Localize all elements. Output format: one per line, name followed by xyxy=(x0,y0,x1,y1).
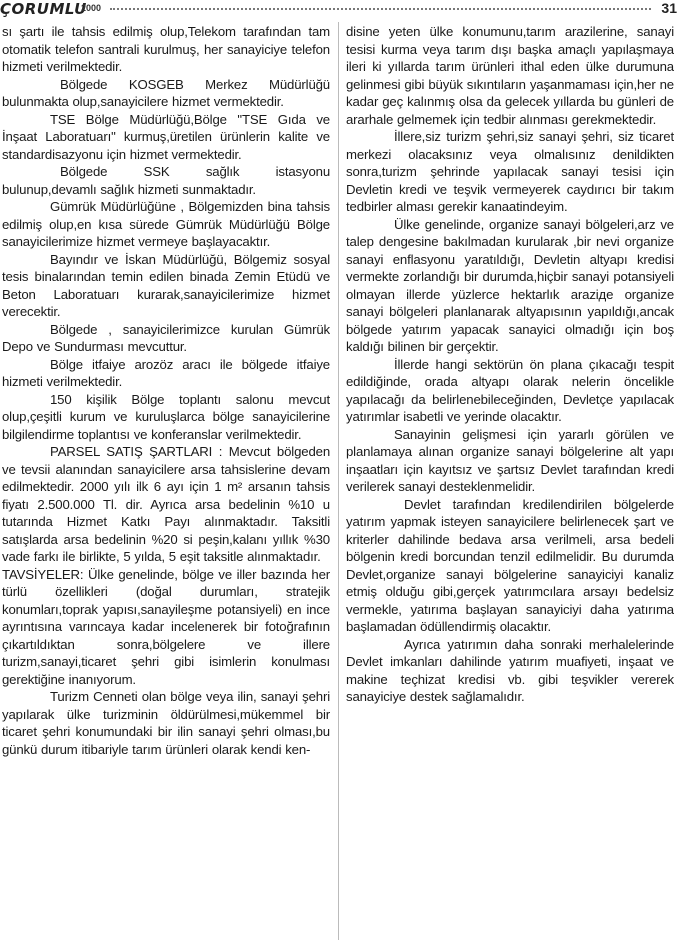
paragraph: Bölgede KOSGEB Merkez Müdürlüğü bulunmakta olup,sanayicilere hizmet vermektedir. xyxy=(2,76,330,109)
magazine-logo: ÇORUMLU xyxy=(0,0,87,18)
paragraph: PARSEL SATIŞ ŞARTLARI : Mevcut bölgeden ve tevsii alanından sanayicilere arsa tahsislerine devam edilmektedir. 2000 yılı ilk 6 ayı için 1 m² arsanın tahsis fiyatı 2.500.000 Tl. dir. Ayrıca arsa bedelinin %10 u tutarında Hizmet Katkı Payı alınmaktadır. Taksitli satışlarda arsa bedelinin %20 si peşin,kalanı yıllık %30 vade farkı ile birlikte, 5 yılda, 5 eşit taksitle alınmaktadır. xyxy=(2,444,330,564)
paragraph: İllere,siz turizm şehri,siz sanayi şehri, siz ticaret merkezi olacaksınız veya olmalısınız denildikten sonra,turizm şehrinde yapılacak sanayi tesisi için Devletin kredi ve teşvik vermeyerek caydırıcı bir takım tedbirler alması gerekir kanaatindeyim. xyxy=(346,129,674,214)
header-rule xyxy=(110,8,651,12)
paragraph: Sanayinin gelişmesi için yararlı görülen ve planlamaya alınan organize sanayi bölgelerine alt yapı inşaatları için kayıtsız ve şartsız Devlet tarafından kredi verilerek sanayi desteklenmelidir. xyxy=(346,426,674,494)
paragraph: Turizm Cenneti olan bölge veya ilin, sanayi şehri yapılarak ülke turizminin öldürülmesi,mükemmel bir ticaret şehri konumundaki bir ilin sanayi şehri olması,bu günkü durum itibariyle tarım ürünleri olarak kendi ken- xyxy=(2,689,330,757)
paragraph: Bayındır ve İskan Müdürlüğü, Bölgemiz sosyal tesis binalarından temin edilen binada Zemin Etüdü ve Beton Laboratuarı kurarak,sanayicilerimize hizmet verecektir. xyxy=(2,251,330,319)
paragraph: sı şartı ile tahsis edilmiş olup,Telekom tarafından tam otomatik telefon santrali kurulmuş, her sanayiciye telefon hizmeti verilmektedir. xyxy=(2,24,330,74)
paragraph: Devlet tarafından kredilendirilen bölgelerde yatırım yapmak isteyen sanayicilere belirlenecek şart ve kriterler dahilinde bedava arsa verilmeli, arsa bedeli bölgenin kredi borcundan tenzil edilmelidir. Bu durumda Devlet,organize sanayi bölgelerine sanayiciyi kanaliz etmiş olduğu gibi,gerçek yatırımcılara arsayı bedelsiz vermekle, yatırıma başlayan sanayiciyi daha yatırıma başlamadan ödüllendirmiş olacaktır. xyxy=(346,496,674,634)
paragraph: Bölge itfaiye arozöz aracı ile bölgede itfaiye hizmeti verilmektedir. xyxy=(2,356,330,389)
paragraph: İllerde hangi sektörün ön plana çıkacağı tespit edildiğinde, orada altyapı olarak nelerin öncelikle yapılacağı da belirlenebileceğinden, Devletçe yapılacak yatırımlar isabetli ve yerinde olacaktır. xyxy=(346,356,674,424)
page-header xyxy=(0,0,681,22)
page-number: 31 xyxy=(661,0,677,16)
paragraph: TSE Bölge Müdürlüğü,Bölge "TSE Gıda ve İnşaat Laboratuarı" kurmuş,üretilen ürünlerin kalite ve standardisazyonu için hizmet vermektedir. xyxy=(2,111,330,162)
paragraph: Ülke genelinde, organize sanayi bölgeleri,arz ve talep dengesine bakılmadan kurularak ,bir nevi organize sanayi enflasyonu yaratıldığı, Devletin altyapı kredisi vermekte zorlandığı bir durumda,hiçbir sanayi potansiyeli olmayan illerde yüzlerce hektarlık araziде organize sanayi bölgeleri planlanarak altyapısının yapıldığı,ancak bölgede yatırım yapacak sanayici olmadığı için boş kaldığı bilinen bir gerçektir. xyxy=(346,216,674,354)
paragraph: Ayrıca yatırımın daha sonraki merhalelerinde Devlet imkanları dahilinde yatırım muafiyeti, inşaat ve makine teçhizat kredisi vb. gibi teşvikler vererek sanayiciye destek sağlamalıdır. xyxy=(346,636,674,704)
left-column xyxy=(2,23,330,941)
column-divider xyxy=(338,22,339,940)
paragraph: Bölgede SSK sağlık istasyonu bulunup,devamlı sağlık hizmeti sunmaktadır. xyxy=(2,164,330,197)
paragraph: Gümrük Müdürlüğüne , Bölgemizden bina tahsis edilmiş olup,en kısa sürede Gümrük Müdürlüğü Bölge sanayicilerimize hizmet vermeye başlayacaktır. xyxy=(2,199,330,249)
issue-year: 2000 xyxy=(81,3,102,13)
right-column xyxy=(346,23,674,941)
paragraph: 150 kişilik Bölge toplantı salonu mevcut olup,çeşitli kurum ve kuruluşlarca bölge sanayicilerine bilgilendirme toplantısı ve konferanslar verilmektedir. xyxy=(2,391,330,442)
paragraph: disine yeten ülke konumunu,tarım arazilerine, sanayi tesisi kurma veya tarım dışı başka amaçlı yapılaşmaya ileri ki yıllarda tarım ürünleri ithal eden ülke durumuna gelinmesi gibi büyük sıkıntıların yaşanmaması için,her ne kadar geç kalınmış olsa da gelecek yıllarda bu günleri de ararhale gelmemek için tedbir alınması gerekmektedir. xyxy=(346,24,674,127)
paragraph: Bölgede , sanayicilerimizce kurulan Gümrük Depo ve Sundurması mevcuttur. xyxy=(2,321,330,354)
paragraph: TAVSİYELER: Ülke genelinde, bölge ve iller bazında her türlü özellikleri (doğal durumları, stratejik konumları,toprak yapısı,sanayileşme potansiyeli) en ince ayrıntısına varıncaya kadar incelenerek bir fotoğrafının çıkartıldıktan sonra,bölgelere ve illere turizm,sanayi,ticaret şehri gibi isimlerin konulması gerektiğine inanıyorum. xyxy=(2,566,330,687)
